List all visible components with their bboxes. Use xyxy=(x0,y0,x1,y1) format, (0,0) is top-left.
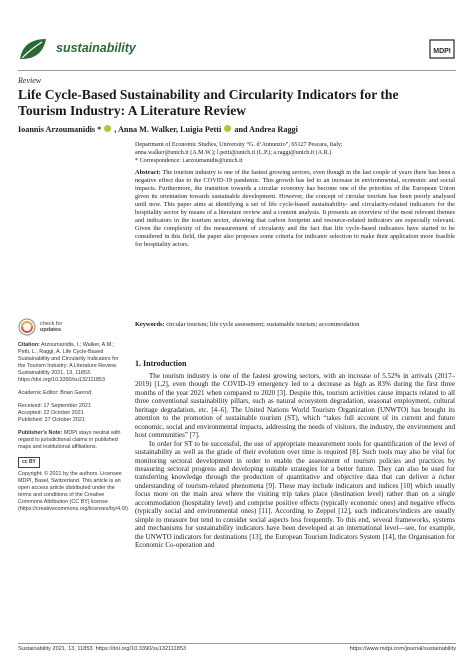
footer-rule xyxy=(18,643,456,644)
abstract xyxy=(135,169,455,249)
check-line-1: check for xyxy=(40,320,63,327)
journal-name: sustainability xyxy=(56,41,136,55)
citation-block xyxy=(18,342,126,384)
author-2-3: , Anna M. Walker, Luigia Petti xyxy=(114,125,222,134)
affiliation-block xyxy=(135,141,455,165)
received-date: Received: 17 September 2021 xyxy=(18,403,91,409)
footer-citation[interactable]: Sustainability 2021, 13, 11853. https://doi.org/10.3390/su132111853 xyxy=(18,646,186,652)
introduction-body xyxy=(135,372,455,550)
publisher-note xyxy=(18,430,126,451)
footer-journal-url[interactable]: https://www.mdpi.com/journal/sustainability xyxy=(349,646,456,652)
header-rule xyxy=(18,70,456,71)
check-line-2: updates xyxy=(40,327,62,333)
article-title: Life Cycle-Based Sustainability and Circularity Indicators for the Tourism Industry: A Literature Review xyxy=(18,87,399,118)
intro-paragraph-1: The tourism industry is one of the fastest growing sectors, with an increase of 5.52% in arrivals (2017–2019) [1,2], even though the COVID-19 emergency led to a decrease as high as 83% during the first three months of the year 2021 when compared to 2020 [3]. Despite this, tourism activities cause impacts related to all three conventional sustainability pillars, such as natural ecosystem degradation, seasonal employment, cultural heritage degradation, etc. [4–6]. The United Nations World Tourism Organization (UNWTO) has brought its attention to the promotion of sustainable tourism (ST), which “takes full account of its current and future economic, social and environmental impacts, addressing the needs of visitors, the industry, the environment and host communities” [7]. xyxy=(135,372,455,440)
editor-block xyxy=(18,390,126,397)
page-footer xyxy=(18,646,456,652)
cc-by-badge[interactable]: cc BY xyxy=(18,457,40,468)
dates-block xyxy=(18,403,126,424)
abstract-label: Abstract: xyxy=(135,169,161,176)
author-4: and Andrea Raggi xyxy=(234,125,298,134)
correspondence-line[interactable]: * Correspondence: i.arzoumanidis@unich.it xyxy=(135,158,243,164)
mdpi-logo-icon xyxy=(428,38,456,60)
intro-paragraph-2: In order for ST to be successful, the use of appropriate measurement tools for quantification of the level of sustainability as well as the grade of their evolution over time is required [8]. Such tools may also be vital for monitoring sectoral development in order to enable the assessment of tourism policies and practices by measuring sectoral progress and developing suitable strategies for a better future. They can also be used for transferring knowledge through the production of quantitative and objective data that can deliver a richer understanding of tourism-related phenomena [9]. These may include indicators and indices [10] which usually focus more on the main area where the visiting trip takes place (destination level) rather than on a single accommodation (hospitality level) and comprise positive effects (typically economic ones) and negative effects (typically social and environmental ones) [11]. According to Zeppel [12], such indicators/indices are usually simple to measure but tend to consider social aspects less frequently. To this end, several frameworks, systems and mechanisms for sustainability indicators have been developed at an international level—see, for example, the UNWTO indicators for destinations [13], the European Tourism Indicators System [14], the Organisation for Economic Co-operation and xyxy=(135,439,455,550)
sustainability-leaf-icon xyxy=(18,37,48,61)
orcid-icon[interactable] xyxy=(104,125,111,132)
publisher-note-label: Publisher’s Note: xyxy=(18,430,63,436)
affiliation-line: Department of Economic Studies, University “G. d’Annunzio”, 65127 Pescara, Italy; xyxy=(135,142,343,148)
publisher-note-text: MDPI stays neutral with regard to jurisdictional claims in published maps and institutional affiliations. xyxy=(18,430,121,450)
citation-text[interactable]: Arzoumanidis, I.; Walker, A.M.; Petti, L.; Raggi, A. Life Cycle-Based Sustainability and Circularity Indicators for the Tourism Industry: A Literature Review. Sustainability 2021, 13, 11853. https://doi.org/10.3390/su132111853 xyxy=(18,342,119,383)
email-line[interactable]: anna.walker@unich.it (A.M.W.); l.petti@unich.it (L.P.); a.raggi@unich.it (A.R.) xyxy=(135,150,332,156)
abstract-text: The tourism industry is one of the fastest growing sectors, even though in the last couple of years there has been a negative effect due to the COVID-19 pandemic. This growth has led to an increase in environmental, economic and social impacts. Furthermore, the transition towards a circular economy has become one of the priorities of the European Union given its orientation towards sustainable development. However, the concept of circular tourism has been poorly analysed until now. This paper aims at identifying a set of life cycle-based sustainability- and circularity-related indicators for the hospitality sector by means of a literature review and a content analysis. It presents an overview of the most relevant themes and indicators in the tourism sector, showing that carbon footprint and resource-related indicators are especially relevant. Given the complexity of the measurement of circularity and the fact that life cycle-based indicators have started to be considered in this field, the paper also proposes some criteria for indicator selection to make their application more feasible for hospitality actors. xyxy=(135,169,455,248)
keywords-label: Keywords: xyxy=(135,321,165,328)
journal-header xyxy=(18,36,456,62)
check-updates-icon xyxy=(18,318,36,336)
keywords-text: circular tourism; life cycle assessment; sustainable tourism; accommodation xyxy=(164,321,360,328)
copyright-text[interactable]: Copyright: © 2021 by the authors. Licensee MDPI, Basel, Switzerland. This article is an open access article distributed under the terms and conditions of the Creative Commons Attribution (CC BY) license (https://creativecommons.org/licenses/by/4.0/). xyxy=(18,471,130,512)
article-type: Review xyxy=(18,76,42,85)
check-for-updates[interactable] xyxy=(18,318,126,336)
copyright-block xyxy=(18,457,130,513)
published-date: Published: 27 October 2021 xyxy=(18,417,85,423)
article-sidebar xyxy=(18,318,130,519)
author-list xyxy=(18,125,298,134)
citation-label: Citation: xyxy=(18,342,40,348)
orcid-icon[interactable] xyxy=(224,125,231,132)
accepted-date: Accepted: 22 October 2021 xyxy=(18,410,84,416)
keywords xyxy=(135,321,455,329)
mdpi-logo-text: MDPI xyxy=(433,48,451,55)
author-1: Ioannis Arzoumanidis * xyxy=(18,125,102,134)
section-title: 1. Introduction xyxy=(135,359,187,368)
academic-editor: Academic Editor: Brian Garrod xyxy=(18,390,92,396)
